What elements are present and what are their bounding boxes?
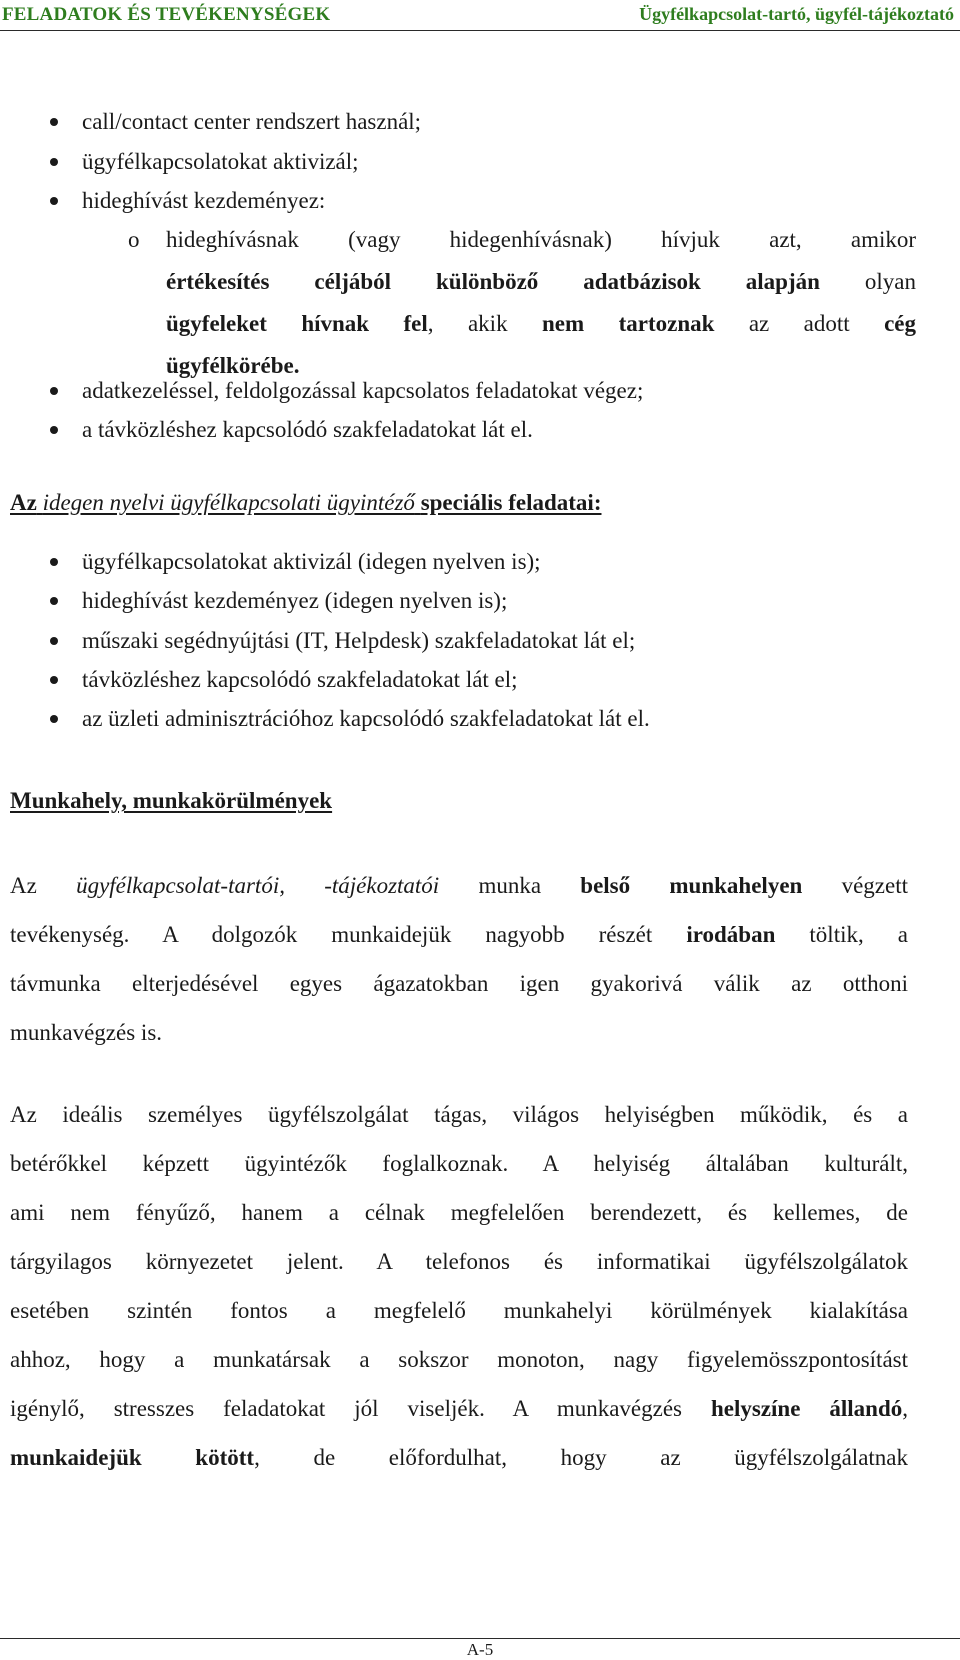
sub-bullet-marker: o — [128, 227, 140, 252]
list-item-text: adatkezeléssel, feldolgozással kapcsolatos feladatokat végez; — [82, 378, 644, 403]
section-heading — [10, 788, 332, 814]
text: igénylő, stresszes feladatokat jól viseljék. A munkavégzés — [10, 1396, 711, 1421]
bold-text: belső munkahelyen — [580, 873, 803, 898]
text: , de előfordulhat, hogy az ügyfélszolgálatnak — [254, 1445, 908, 1470]
bold-text: munkaidejük kötött — [10, 1445, 255, 1470]
section-heading — [10, 490, 601, 516]
text: munka — [439, 873, 581, 898]
word: amikor — [850, 227, 917, 252]
text: olyan — [819, 269, 916, 294]
text: az adott — [714, 311, 885, 336]
text: tevékenység. A dolgozók munkaidejük nagyobb részét — [10, 922, 687, 947]
text: töltik, a — [775, 922, 908, 947]
word: hideghívásnak — [166, 227, 299, 252]
heading-suffix: speciális feladatai: — [420, 490, 602, 515]
paragraph-line — [10, 1433, 908, 1482]
bullet-icon — [50, 158, 58, 166]
list-item-text: call/contact center rendszert használ; — [82, 109, 422, 134]
heading-text: Munkahely, munkakörülmények — [10, 788, 333, 813]
header-document-title: Ügyfélkapcsolat-tartó, ügyfél-tájékoztató — [639, 4, 954, 24]
italic-text: ügyfélkapcsolat-tartói, -tájékoztatói — [76, 873, 440, 898]
bullet-icon — [50, 597, 58, 605]
text: végzett — [802, 873, 908, 898]
bullet-icon — [50, 715, 58, 723]
word: azt, — [769, 227, 802, 252]
list-item-text: ügyfélkapcsolatokat aktivizál; — [82, 149, 359, 174]
bold-text: cég — [884, 311, 916, 336]
list-item-text: a távközléshez kapcsolódó szakfeladatokat lát el. — [82, 417, 533, 442]
bullet-icon — [50, 118, 58, 126]
text: , akik — [427, 311, 542, 336]
list-item-text: ügyfélkapcsolatokat aktivizál (idegen nyelven is); — [82, 549, 541, 574]
sub-list-item — [128, 219, 916, 387]
page-number: A-5 — [466, 1640, 494, 1659]
word: hidegenhívásnak) — [449, 227, 612, 252]
bullet-icon — [50, 197, 58, 205]
sub-line-1 — [166, 219, 916, 261]
heading-prefix: Az — [10, 490, 37, 515]
paragraph-line — [10, 1384, 908, 1433]
text: Az — [10, 873, 77, 898]
paragraph-line: távmunka elterjedésével egyes ágazatokban igen gyakorivá válik az otthoni — [10, 971, 908, 996]
page-header — [0, 0, 960, 31]
bold-text: nem tartoznak — [542, 311, 715, 336]
bullet-icon — [50, 387, 58, 395]
paragraph-line: munkavégzés is. — [10, 1020, 163, 1045]
paragraph-line: ahhoz, hogy a munkatársak a sokszor monoton, nagy figyelemösszpontosítást — [10, 1347, 908, 1372]
sub-item-text — [166, 219, 916, 387]
paragraph — [10, 1090, 908, 1482]
bold-text: ügyfeleket hívnak fel — [166, 311, 428, 336]
paragraph-line: tárgyilagos környezetet jelent. A telefonos és informatikai ügyfélszolgálatok — [10, 1249, 908, 1274]
word: hívjuk — [661, 227, 720, 252]
paragraph-line: ami nem fényűző, hanem a célnak megfelelően berendezett, és kellemes, de — [10, 1200, 908, 1225]
word: (vagy — [348, 227, 401, 252]
paragraph-line — [10, 861, 908, 910]
bullet-icon — [50, 637, 58, 645]
list-item-text: az üzleti adminisztrációhoz kapcsolódó szakfeladatokat lát el. — [82, 706, 650, 731]
bold-text: irodában — [686, 922, 776, 947]
paragraph-line: betérőkkel képzett ügyintézők foglalkoznak. A helyiség általában kulturált, — [10, 1151, 908, 1176]
bold-text: értékesítés céljából különböző adatbázisok alapján — [166, 269, 820, 294]
sub-line-2 — [166, 261, 916, 303]
footer-divider — [0, 1638, 960, 1639]
sub-line-3 — [166, 303, 916, 345]
bullet-icon — [50, 426, 58, 434]
list-item-text: távközléshez kapcsolódó szakfeladatokat lát el; — [82, 667, 518, 692]
list-item-text: hideghívást kezdeményez: — [82, 188, 326, 213]
paragraph-line: esetében szintén fontos a megfelelő munkahelyi körülmények kialakítása — [10, 1298, 908, 1323]
bold-text: helyszíne állandó — [710, 1396, 903, 1421]
list-item-text: hideghívást kezdeményez (idegen nyelven is); — [82, 588, 508, 613]
bullet-icon — [50, 676, 58, 684]
paragraph — [10, 861, 908, 1057]
heading-italic: idegen nyelvi ügyfélkapcsolati ügyintéző — [42, 490, 415, 515]
bullet-icon — [50, 558, 58, 566]
paragraph-line — [10, 910, 908, 959]
header-section-title: FELADATOK ÉS TEVÉKENYSÉGEK — [2, 4, 331, 25]
paragraph-line: Az ideális személyes ügyfélszolgálat tágas, világos helyiségben működik, és a — [10, 1102, 908, 1127]
bold-text: ügyfélkörébe. — [166, 353, 300, 378]
list-item-text: műszaki segédnyújtási (IT, Helpdesk) szakfeladatokat lát el; — [82, 628, 636, 653]
text: , — [902, 1396, 908, 1421]
